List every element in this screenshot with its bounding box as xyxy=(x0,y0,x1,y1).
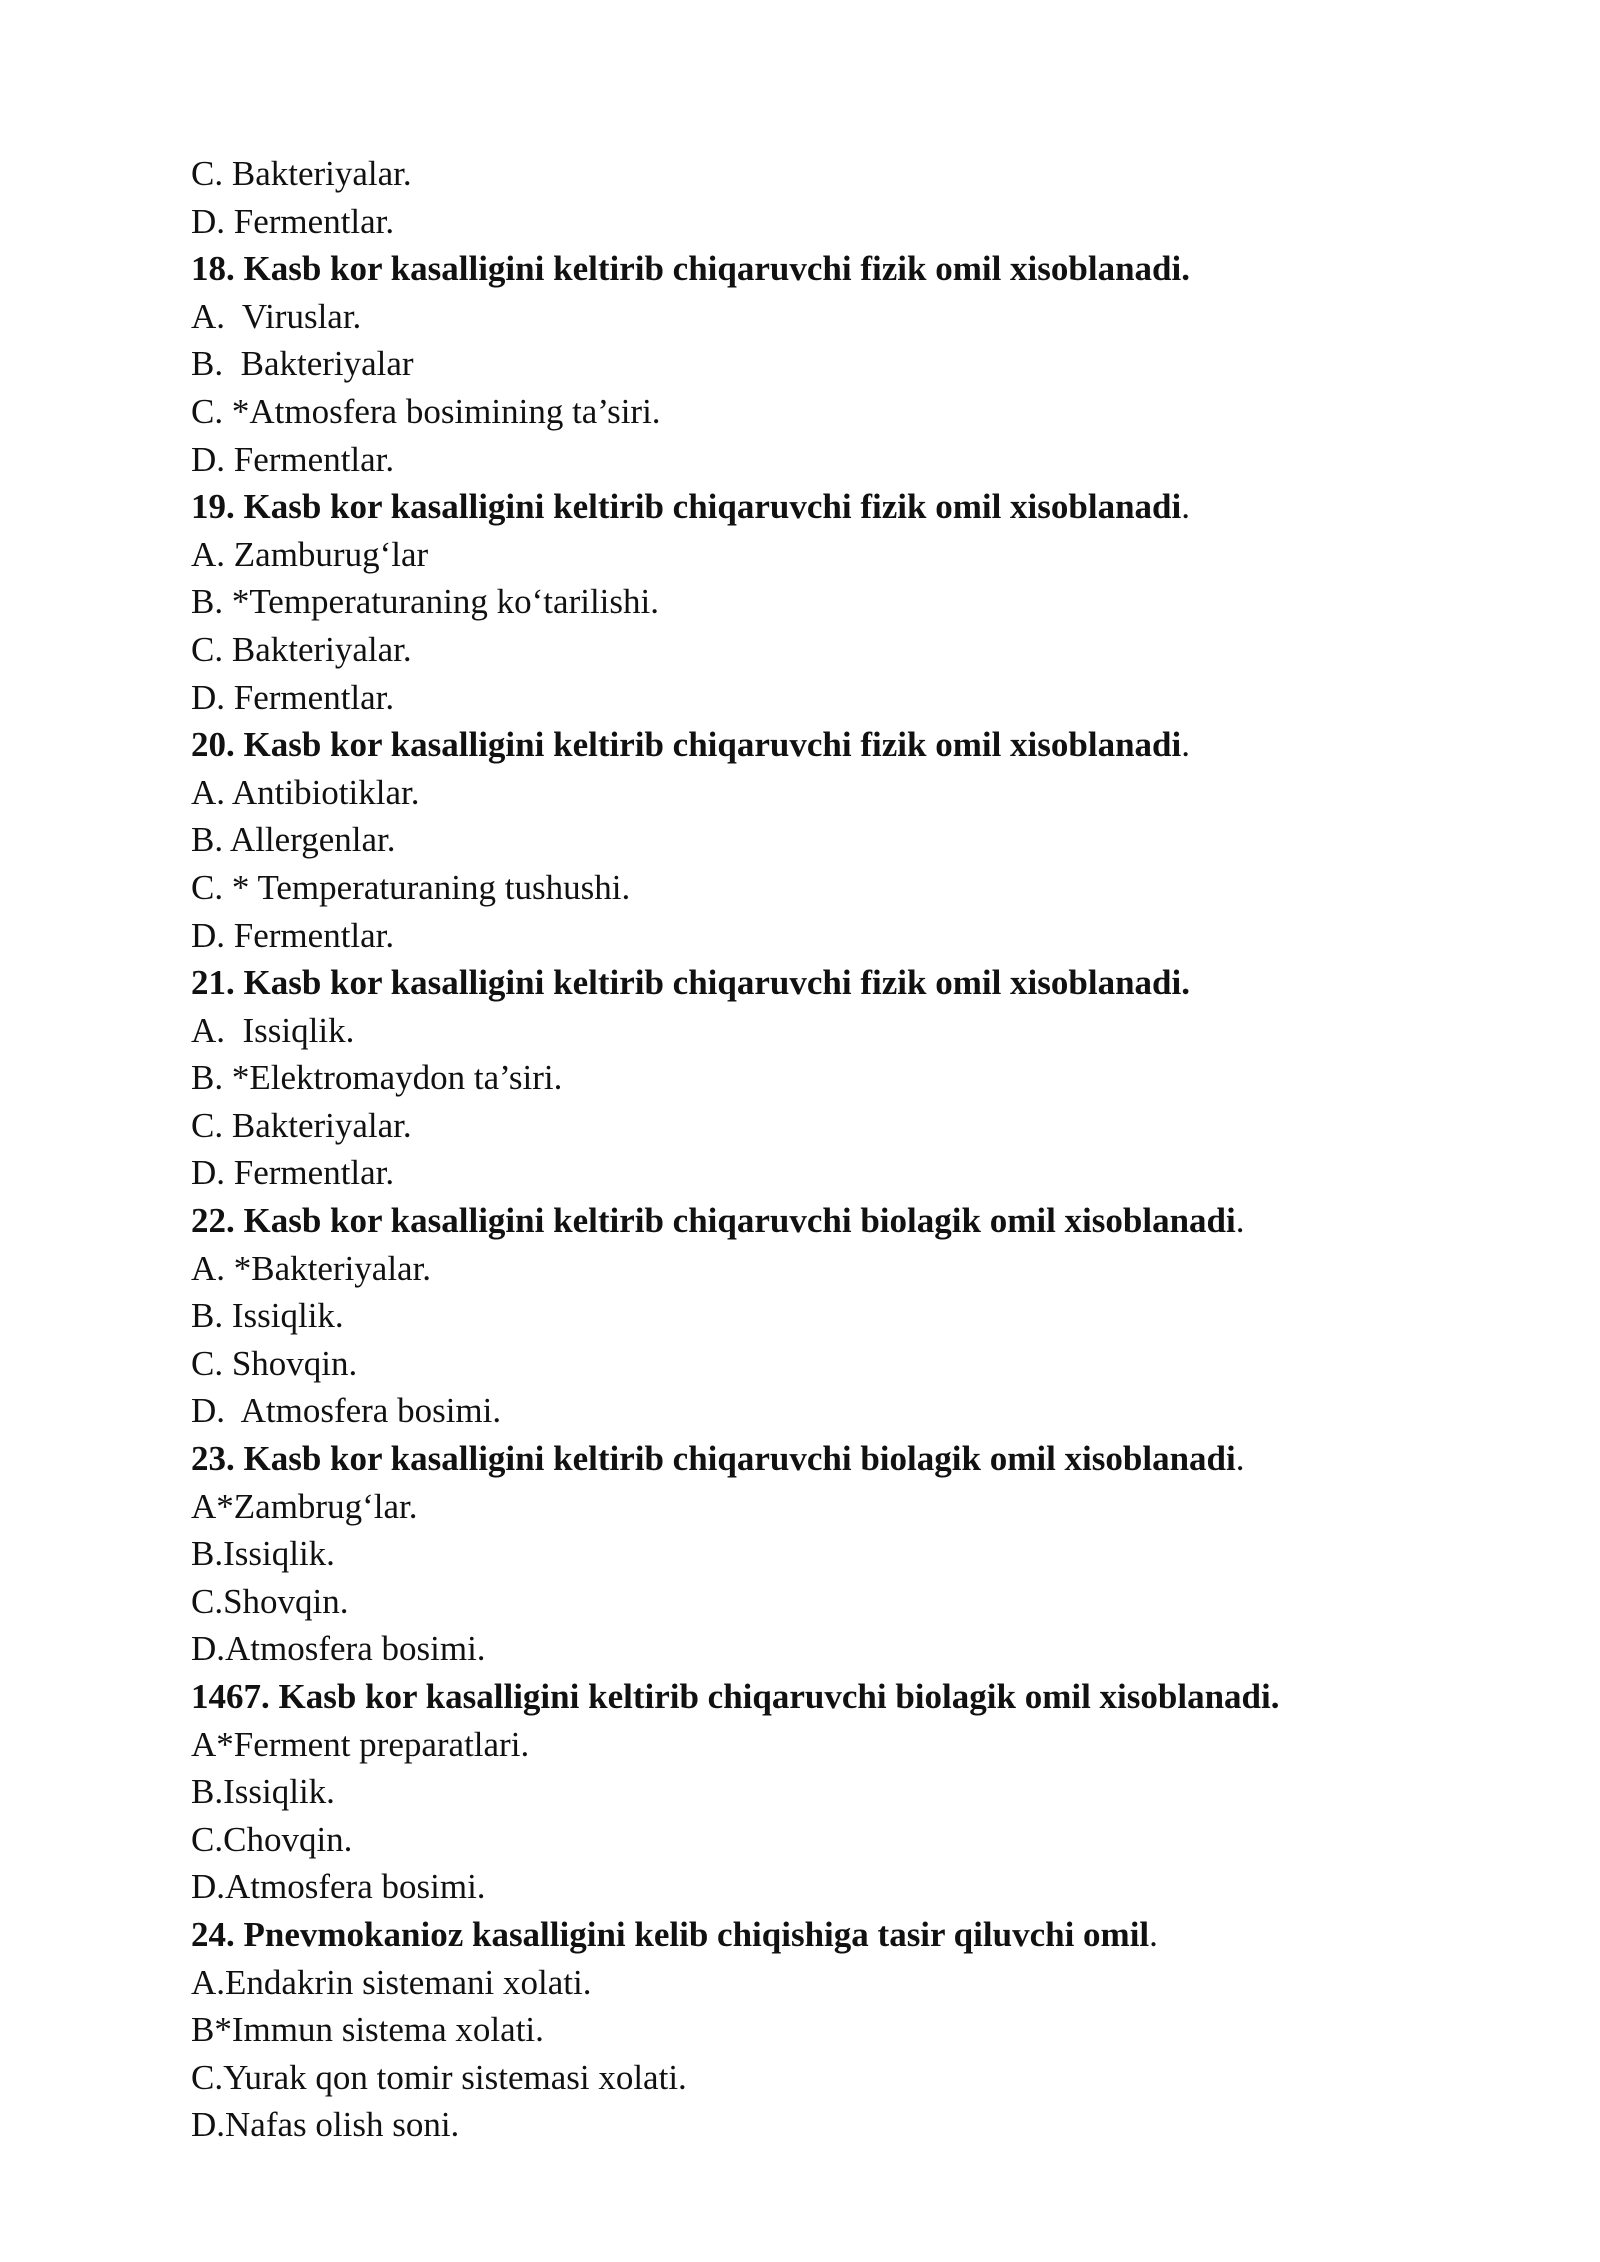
option-label: C. Bakteriyalar. xyxy=(191,1105,412,1145)
option-label: C. Bakteriyalar. xyxy=(191,154,412,193)
answer-option xyxy=(191,1959,1441,2007)
answer-option xyxy=(191,1149,1441,1197)
question-text xyxy=(191,1435,1441,1483)
option-label: B. *Temperaturaning ko‘tarilishi. xyxy=(191,582,659,622)
answer-option xyxy=(191,1721,1441,1769)
answer-option xyxy=(191,864,1441,912)
question-label: 1467. Kasb kor kasalligini keltirib chiqaruvchi biolagik omil xisoblanadi. xyxy=(191,1677,1280,1716)
option-label: A*Ferment preparatlari. xyxy=(191,1724,530,1764)
answer-option xyxy=(191,1102,1441,1150)
question-text xyxy=(191,245,1441,293)
question-text xyxy=(191,959,1441,1007)
option-label: A*Zambrug‘lar. xyxy=(191,1486,418,1526)
option-label: B. Allergenlar. xyxy=(191,820,396,860)
question-tail: . xyxy=(1235,1439,1245,1479)
answer-option xyxy=(191,912,1441,960)
answer-option xyxy=(191,2101,1441,2149)
answer-option xyxy=(191,2054,1441,2102)
answer-option xyxy=(191,293,1441,341)
answer-option xyxy=(191,531,1441,579)
question-label: 24. Pnevmokanioz kasalligini kelib chiqishiga tasir qiluvchi omil xyxy=(191,1914,1150,1954)
option-label: D. Fermentlar. xyxy=(191,201,395,241)
answer-option xyxy=(191,436,1441,484)
answer-option xyxy=(191,150,1441,198)
option-label: D. Fermentlar. xyxy=(191,439,395,479)
question-label: 23. Kasb kor kasalligini keltirib chiqaruvchi biolagik omil xisoblanadi xyxy=(191,1439,1236,1479)
answer-option xyxy=(191,1530,1441,1578)
option-label: A. *Bakteriyalar. xyxy=(191,1248,432,1288)
answer-option xyxy=(191,1483,1441,1531)
answer-option xyxy=(191,1578,1441,1626)
option-label: A. Antibiotiklar. xyxy=(191,772,420,812)
option-label: D.Nafas olish soni. xyxy=(191,2105,460,2145)
answer-option xyxy=(191,1007,1441,1055)
question-label: 20. Kasb kor kasalligini keltirib chiqaruvchi fizik omil xisoblanadi xyxy=(191,725,1182,765)
answer-option xyxy=(191,674,1441,722)
answer-option xyxy=(191,1054,1441,1102)
option-label: A. Zamburug‘lar xyxy=(191,534,429,574)
question-text xyxy=(191,1911,1441,1959)
question-tail: . xyxy=(1149,1914,1158,1954)
answer-option xyxy=(191,1863,1441,1911)
option-label: C.Shovqin. xyxy=(191,1581,349,1621)
answer-option xyxy=(191,1387,1441,1435)
option-label: D.Atmosfera bosimi. xyxy=(191,1629,486,1669)
question-text xyxy=(191,1673,1441,1721)
option-label: C.Yurak qon tomir sistemasi xolati. xyxy=(191,2057,687,2097)
question-label: 19. Kasb kor kasalligini keltirib chiqaruvchi fizik omil xisoblanadi xyxy=(191,487,1182,527)
option-label: B. Bakteriyalar xyxy=(191,344,414,384)
option-label: B. Issiqlik. xyxy=(191,1296,344,1336)
answer-option xyxy=(191,1292,1441,1340)
option-label: C. Bakteriyalar. xyxy=(191,629,412,669)
answer-option xyxy=(191,2006,1441,2054)
answer-option xyxy=(191,388,1441,436)
answer-option xyxy=(191,1768,1441,1816)
answer-option xyxy=(191,198,1441,246)
option-label: C. * Temperaturaning tushushi. xyxy=(191,867,631,907)
option-label: D. Fermentlar. xyxy=(191,915,395,955)
option-label: C. *Atmosfera bosimining ta’siri. xyxy=(191,391,661,431)
answer-option xyxy=(191,578,1441,626)
question-label: 18. Kasb kor kasalligini keltirib chiqaruvchi fizik omil xisoblanadi. xyxy=(191,249,1190,289)
option-label: B*Immun sistema xolati. xyxy=(191,2010,544,2050)
question-tail: . xyxy=(1181,725,1190,765)
option-label: D. Atmosfera bosimi. xyxy=(191,1391,502,1431)
question-label: 22. Kasb kor kasalligini keltirib chiqaruvchi biolagik omil xisoblanadi xyxy=(191,1201,1236,1241)
answer-option xyxy=(191,1245,1441,1293)
option-label: B. *Elektromaydon ta’siri. xyxy=(191,1058,563,1098)
option-label: B.Issiqlik. xyxy=(191,1534,335,1574)
question-tail: . xyxy=(1181,487,1190,527)
option-label: C. Shovqin. xyxy=(191,1343,358,1383)
answer-option xyxy=(191,1340,1441,1388)
option-label: D.Atmosfera bosimi. xyxy=(191,1867,486,1907)
question-text xyxy=(191,1197,1441,1245)
option-label: A. Issiqlik. xyxy=(191,1010,355,1050)
option-label: A.Endakrin sistemani xolati. xyxy=(191,1962,592,2002)
option-label: A. Viruslar. xyxy=(191,296,362,336)
option-label: C.Chovqin. xyxy=(191,1819,353,1859)
question-tail: . xyxy=(1235,1201,1245,1241)
option-label: D. Fermentlar. xyxy=(191,1153,395,1193)
question-text xyxy=(191,483,1441,531)
option-label: B.Issiqlik. xyxy=(191,1772,335,1812)
option-label: D. Fermentlar. xyxy=(191,677,395,717)
answer-option xyxy=(191,816,1441,864)
answer-option xyxy=(191,340,1441,388)
answer-option xyxy=(191,626,1441,674)
question-text xyxy=(191,721,1441,769)
document-page xyxy=(191,150,1441,2149)
question-label: 21. Kasb kor kasalligini keltirib chiqaruvchi fizik omil xisoblanadi. xyxy=(191,963,1190,1003)
answer-option xyxy=(191,1816,1441,1864)
answer-option xyxy=(191,1625,1441,1673)
answer-option xyxy=(191,769,1441,817)
